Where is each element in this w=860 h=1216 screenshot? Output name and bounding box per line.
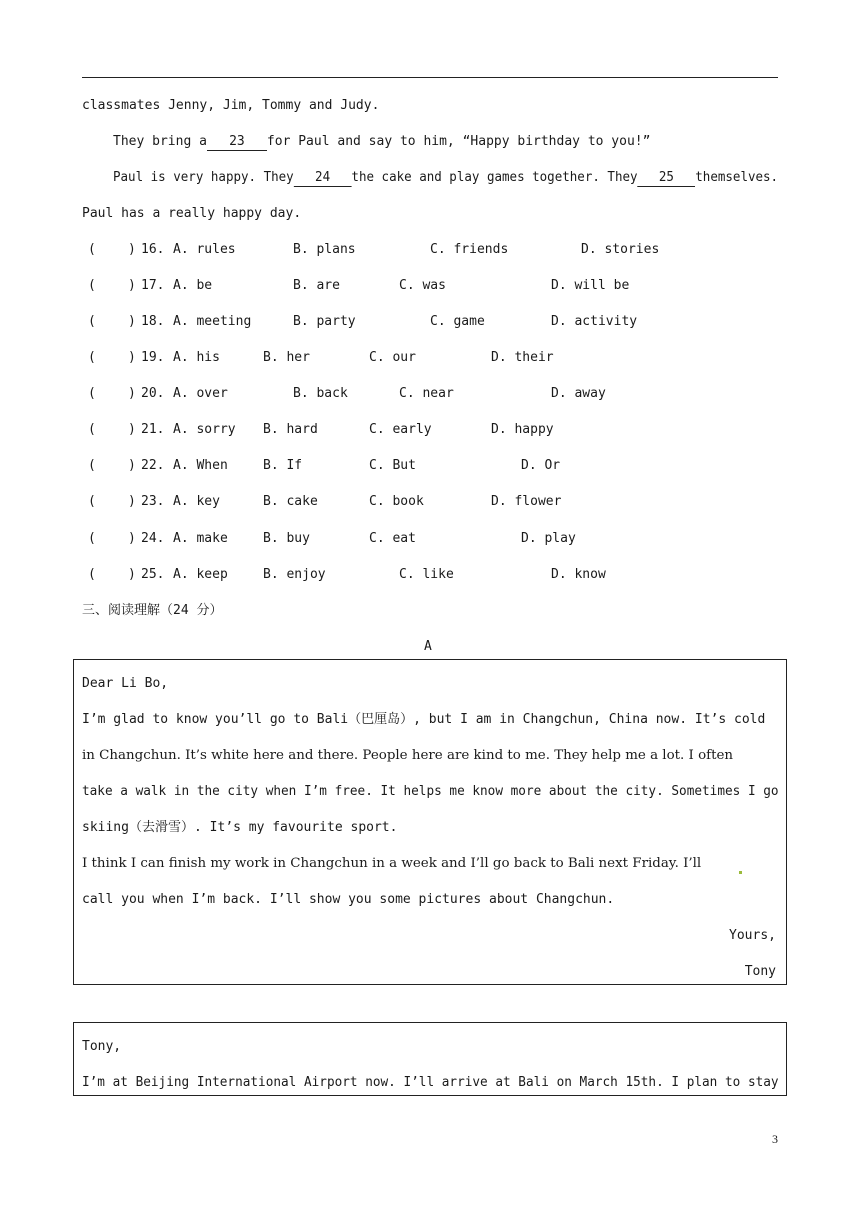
option-b: B. party	[293, 314, 356, 329]
answer-paren-close: )	[128, 242, 136, 257]
highlight-mark	[739, 871, 742, 874]
option-d: D. activity	[551, 314, 638, 329]
letter-salutation: Dear Li Bo,	[82, 676, 169, 691]
answer-paren-close: )	[128, 350, 136, 365]
option-a: A. be	[173, 278, 213, 293]
answer-paren-close: )	[128, 314, 136, 329]
option-d: D. will be	[551, 278, 630, 293]
letter-line: I think I can finish my work in Changchun in a week and I’ll go back to Bali next Friday. I’ll	[82, 856, 702, 871]
answer-paren-open: (	[88, 458, 96, 473]
answer-paren-close: )	[128, 494, 136, 509]
option-c: C. eat	[369, 531, 416, 546]
option-a: A. keep	[173, 567, 228, 582]
question-19	[88, 349, 554, 367]
question-number: 21.	[141, 422, 165, 437]
question-number: 20.	[141, 386, 165, 401]
letter-closing: Yours,	[729, 928, 776, 943]
question-number: 23.	[141, 494, 165, 509]
option-a: A. meeting	[173, 314, 252, 329]
question-23	[88, 493, 562, 511]
question-number: 16.	[141, 242, 165, 257]
option-d: D. happy	[491, 422, 554, 437]
option-b: B. enjoy	[263, 567, 326, 582]
passage-line: They bring a 23 for Paul and say to him, “Happy birthday to you!”	[113, 134, 651, 149]
question-16	[88, 241, 660, 259]
option-d: D. their	[491, 350, 554, 365]
question-24	[88, 530, 576, 548]
option-d: D. flower	[491, 494, 562, 509]
question-number: 25.	[141, 567, 165, 582]
option-b: B. buy	[263, 531, 310, 546]
answer-paren-open: (	[88, 242, 96, 257]
passage-line: Paul is very happy. They 24 the cake and play games together. They 25 themselves.	[113, 170, 779, 185]
answer-paren-open: (	[88, 422, 96, 437]
letter-line: I’m glad to know you’ll go to Bali（巴厘岛）, but I am in Changchun, China now. It’s cold	[82, 712, 766, 727]
question-number: 19.	[141, 350, 165, 365]
option-b: B. back	[293, 386, 348, 401]
option-d: D. away	[551, 386, 606, 401]
question-number: 17.	[141, 278, 165, 293]
option-a: A. sorry	[173, 422, 236, 437]
letter-line: skiing（去滑雪）. It’s my favourite sport.	[82, 820, 398, 835]
question-number: 24.	[141, 531, 165, 546]
letter-line: I’m at Beijing International Airport now. I’ll arrive at Bali on March 15th. I plan to stay	[82, 1075, 779, 1090]
option-b: B. hard	[263, 422, 318, 437]
header-rule	[82, 77, 778, 78]
answer-paren-open: (	[88, 386, 96, 401]
question-17	[88, 277, 630, 295]
option-a: A. rules	[173, 242, 236, 257]
option-c: C. early	[369, 422, 432, 437]
letter-signature: Tony	[744, 964, 776, 979]
option-d: D. play	[521, 531, 576, 546]
option-b: B. are	[293, 278, 340, 293]
blank-23: 23	[207, 134, 267, 151]
option-d: D. know	[551, 567, 606, 582]
answer-paren-open: (	[88, 278, 96, 293]
option-a: A. key	[173, 494, 220, 509]
option-a: A. over	[173, 386, 228, 401]
option-c: C. like	[399, 567, 454, 582]
option-c: C. near	[399, 386, 454, 401]
option-d: D. Or	[521, 458, 561, 473]
option-c: C. was	[399, 278, 446, 293]
option-a: A. his	[173, 350, 220, 365]
answer-paren-close: )	[128, 386, 136, 401]
option-b: B. plans	[293, 242, 356, 257]
answer-paren-close: )	[128, 567, 136, 582]
option-d: D. stories	[581, 242, 660, 257]
letter-line: take a walk in the city when I’m free. It helps me know more about the city. Sometimes I go	[82, 784, 779, 799]
option-c: C. game	[430, 314, 485, 329]
option-c: C. But	[369, 458, 416, 473]
option-c: C. our	[369, 350, 416, 365]
question-18	[88, 313, 638, 331]
option-c: C. friends	[430, 242, 509, 257]
option-b: B. cake	[263, 494, 318, 509]
answer-paren-open: (	[88, 531, 96, 546]
letter-salutation: Tony,	[82, 1039, 122, 1054]
section-heading: 三、阅读理解（24 分）	[82, 603, 223, 618]
letter-line: in Changchun. It’s white here and there. People here are kind to me. They help me a lot. I often	[82, 748, 734, 763]
option-a: A. When	[173, 458, 228, 473]
question-20	[88, 385, 606, 403]
question-21	[88, 421, 554, 439]
option-a: A. make	[173, 531, 228, 546]
question-25	[88, 566, 606, 584]
letter-line: call you when I’m back. I’ll show you some pictures about Changchun.	[82, 892, 615, 907]
answer-paren-open: (	[88, 314, 96, 329]
blank-24: 24	[294, 170, 352, 187]
blank-25: 25	[638, 170, 696, 187]
passage-label: A	[424, 639, 432, 654]
answer-paren-close: )	[128, 278, 136, 293]
answer-paren-open: (	[88, 567, 96, 582]
answer-paren-close: )	[128, 458, 136, 473]
answer-paren-open: (	[88, 494, 96, 509]
answer-paren-close: )	[128, 531, 136, 546]
answer-paren-open: (	[88, 350, 96, 365]
page-number: 3	[772, 1132, 778, 1146]
question-number: 18.	[141, 314, 165, 329]
passage-line: Paul has a really happy day.	[82, 206, 302, 221]
passage-line: classmates Jenny, Jim, Tommy and Judy.	[82, 98, 380, 113]
option-b: B. her	[263, 350, 310, 365]
question-22	[88, 457, 561, 475]
option-c: C. book	[369, 494, 424, 509]
answer-paren-close: )	[128, 422, 136, 437]
question-number: 22.	[141, 458, 165, 473]
option-b: B. If	[263, 458, 303, 473]
